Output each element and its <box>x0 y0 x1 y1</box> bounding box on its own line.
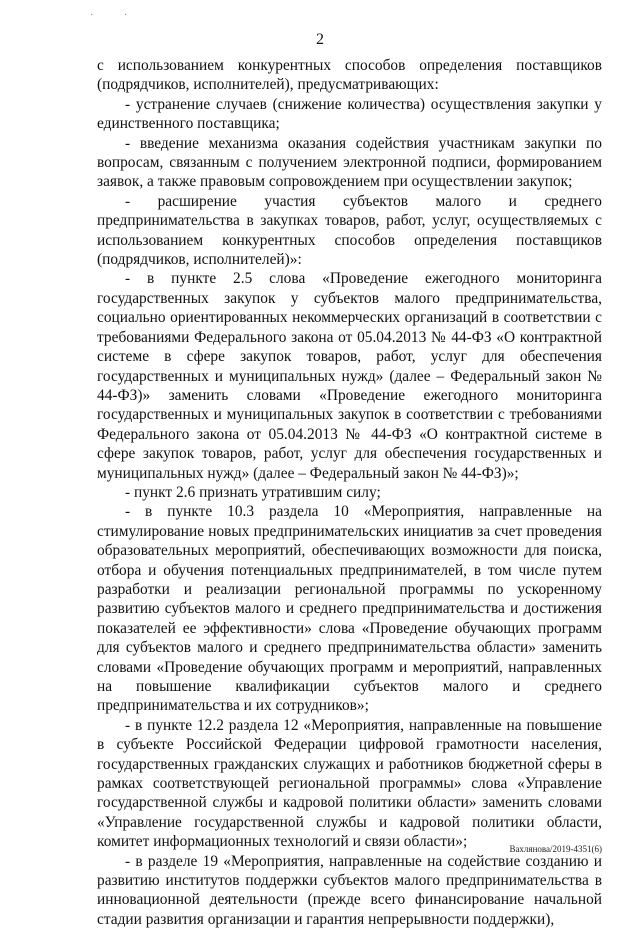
document-reference: Вахлянова/2019-4351(6) <box>509 844 602 854</box>
paragraph-item-point-2-5: - в пункте 2.5 слова «Проведение ежегодного мониторинга государственных закупок у субъектов малого предпринимательства, социально ориентированных некоммерческих организаций в соответствии с требованиями Федерального закона от 05.04.2013 № 44-ФЗ «О контрактной системе в сфере закупок товаров, работ, услуг для обеспечения государственных и муниципальных нужд» (далее – Федеральный закон № 44-ФЗ)» заменить словами «Проведение ежегодного мониторинга государственных и муниципальных закупок в соответствии с требованиями Федерального закона от 05.04.2013 № 44-ФЗ «О контрактной системе в сфере закупок товаров, работ, услуг для обеспечения государственных и муниципальных нужд» (далее – Федеральный закон № 44-ФЗ)»; <box>97 270 602 482</box>
paragraph-item-point-2-6: - пункт 2.6 признать утратившим силу; <box>125 483 381 501</box>
paragraph-continuation: с использованием конкурентных способов определения поставщиков (подрядчиков, исполнителей), предусматривающих: <box>97 57 602 94</box>
document-body <box>97 56 602 929</box>
scan-specks: · · <box>90 10 142 21</box>
paragraph-item-point-12-2: - в пункте 12.2 раздела 12 «Мероприятия, направленные на повышение в субъекте Российской Федерации цифровой грамотности населения, государственных гражданских служащих и работников бюджетной сферы в рамках соответствующей региональной программы» слова «Управление государственной службы и кадровой политики области» заменить словами «Управление государственной службы и кадровой политики области, комитет информационных технологий и связи области»; <box>97 716 602 851</box>
paragraph-item-point-10-3: - в пункте 10.3 раздела 10 «Мероприятия, направленные на стимулирование новых предпринимательских инициатив за счет проведения образовательных мероприятий, обеспечивающих возможности для поиска, отбора и обучения потенциальных предпринимателей, в том числе путем разработки и реализации региональной программы по ускоренному развитию субъектов малого и среднего предпринимательства и достижения показателей ее эффективности» слова «Проведение обучающих программ для субъектов малого и среднего предпринимательства области» заменить словами «Проведение обучающих программ и мероприятий, направленных на повышение квалификации субъектов малого и среднего предпринимательства и их сотрудников»; <box>97 503 602 715</box>
page-number: 2 <box>316 31 324 48</box>
paragraph-item-section-19: - в разделе 19 «Мероприятия, направленные на содействие созданию и развитию институтов поддержки субъектов малого предпринимательства в инновационной деятельности (прежде всего финансирование начальной стадии развития организации и гарантия непрерывности поддержки), <box>97 852 602 928</box>
paragraph-item-assistance: - введение механизма оказания содействия участникам закупки по вопросам, связанным с получением электронной подписи, формированием заявок, а также правовым сопровождением при осуществлении закупок; <box>97 134 602 191</box>
paragraph-item-single-supplier: - устранение случаев (снижение количества) осуществления закупки у единственного поставщика; <box>97 95 602 133</box>
paragraph-item-sme-participation: - расширение участия субъектов малого и среднего предпринимательства в закупках товаров, работ, услуг, осуществляемых с использованием конкурентных способов определения поставщиков (подрядчиков, исполнителей)»: <box>97 192 602 269</box>
